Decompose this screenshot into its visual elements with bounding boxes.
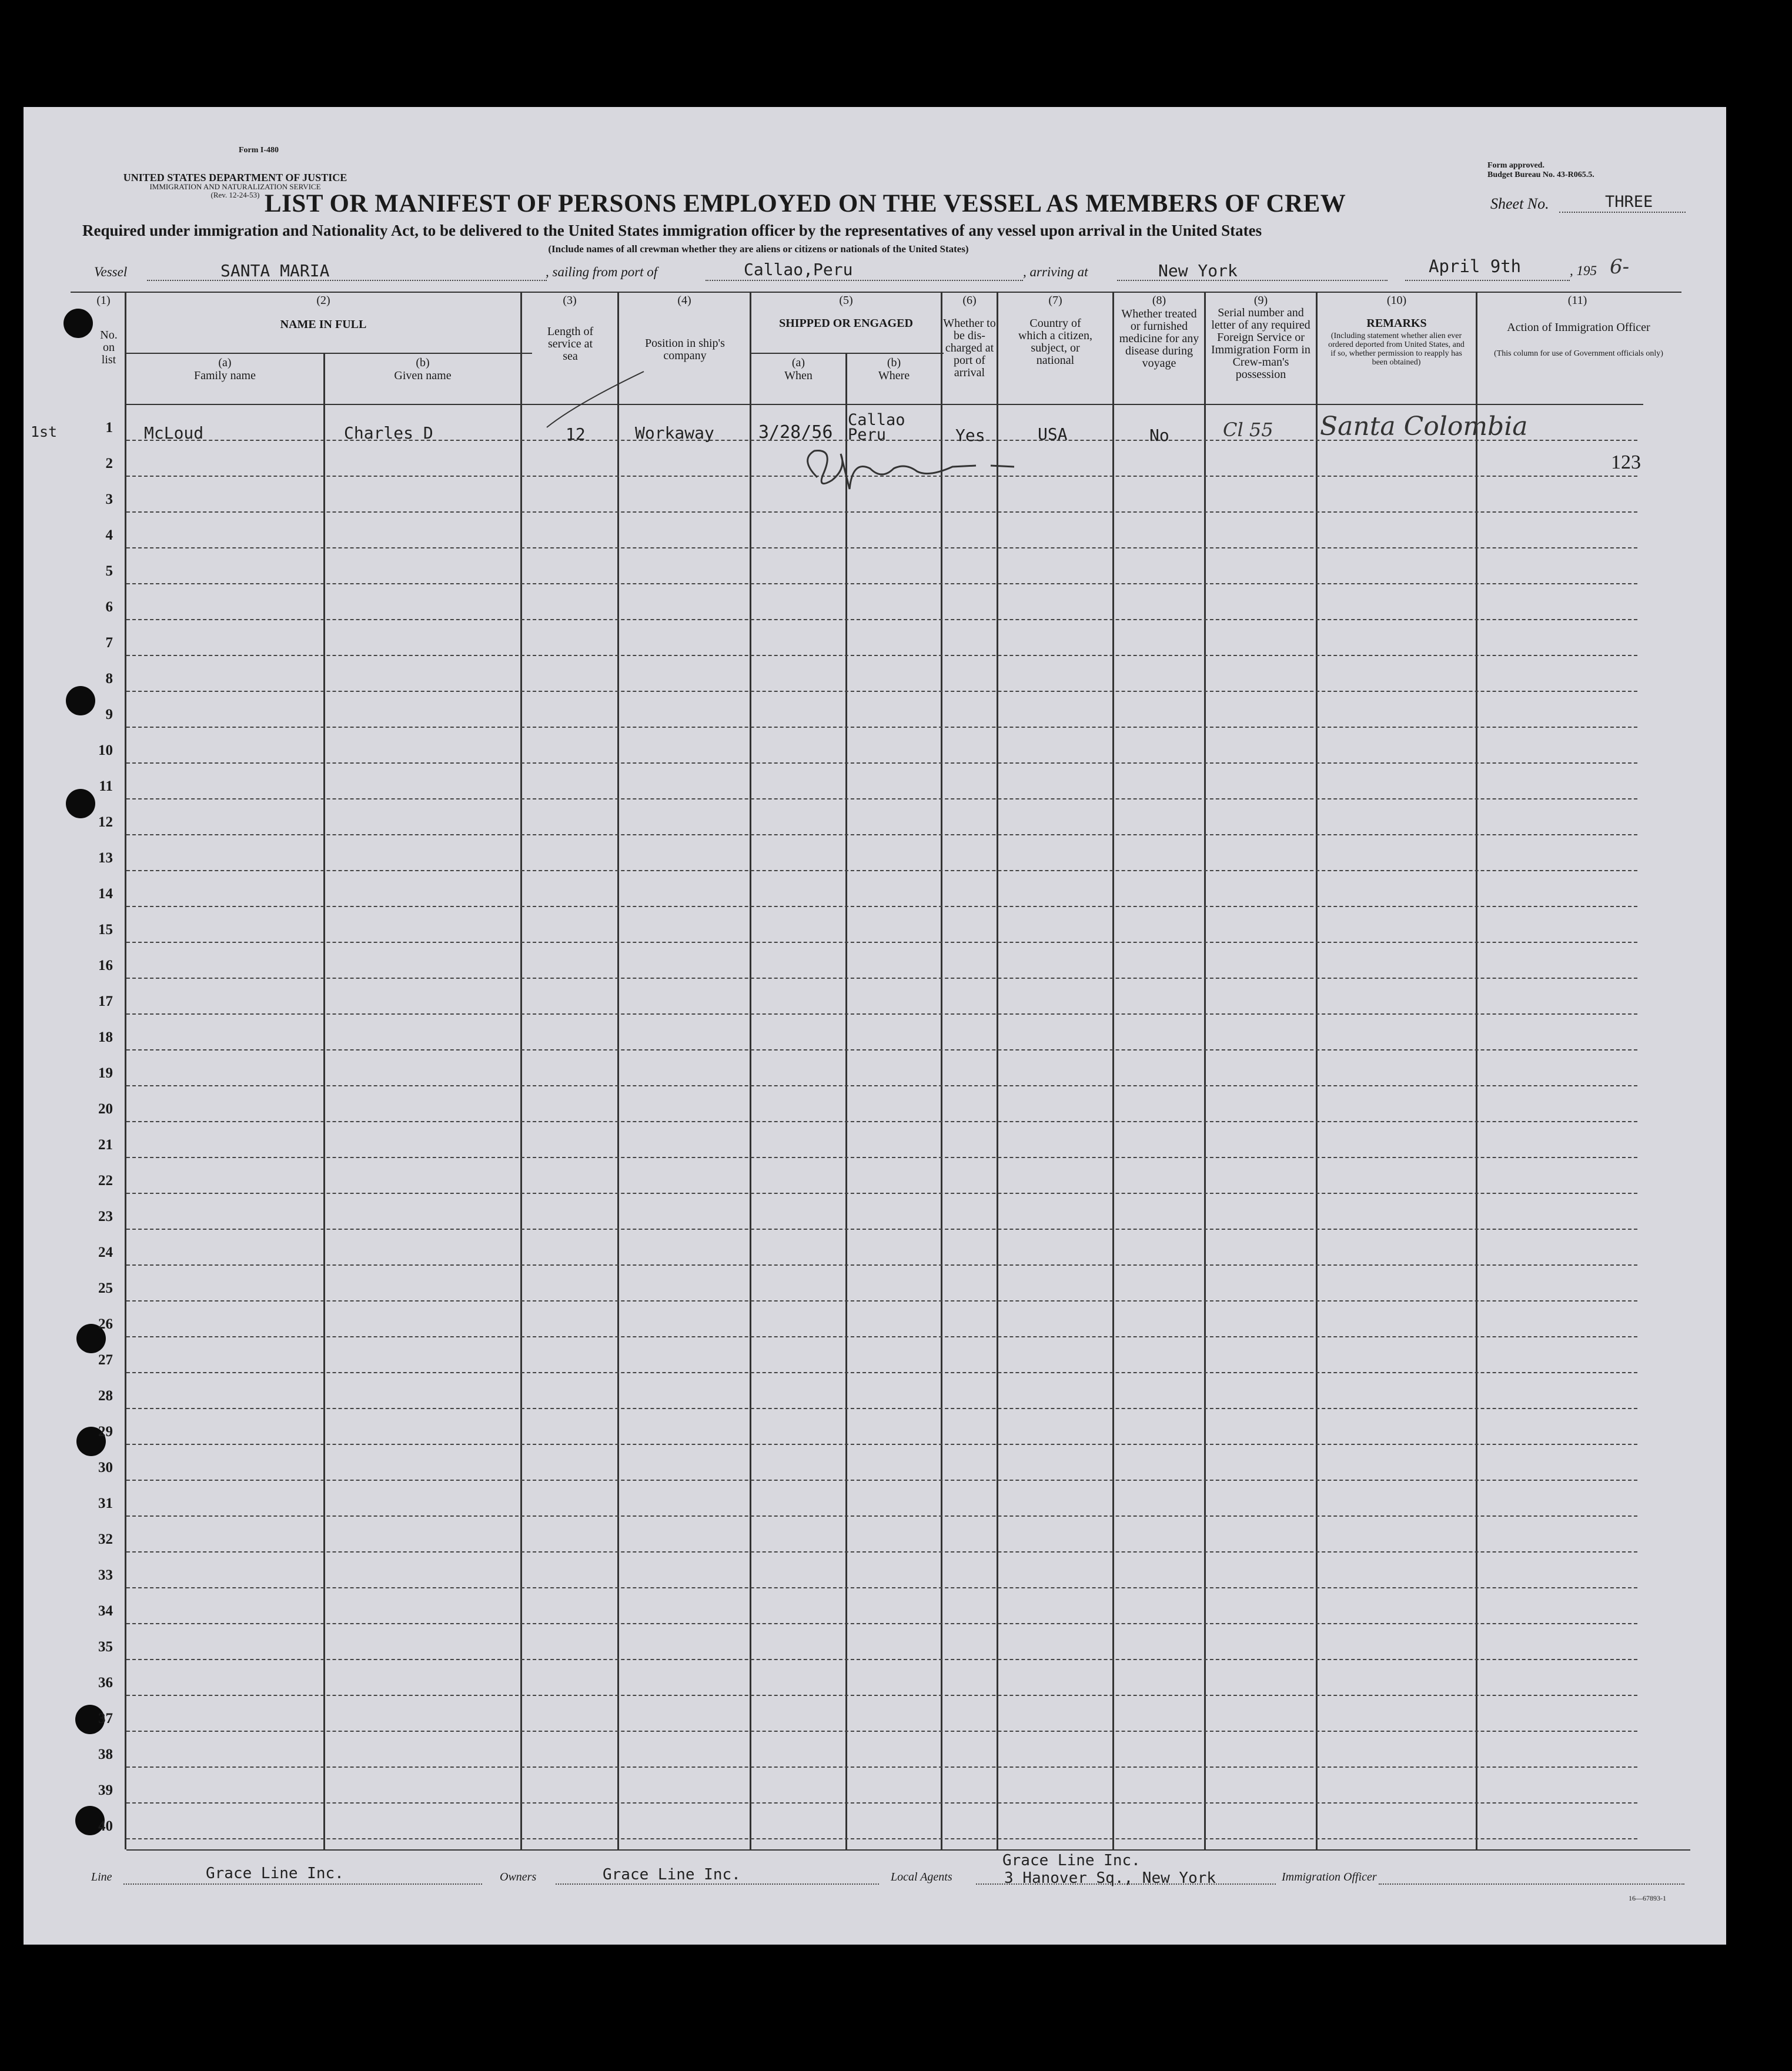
row-number: 2 bbox=[105, 456, 113, 471]
col7-number: (7) bbox=[1048, 294, 1062, 307]
col10-heading: REMARKS bbox=[1366, 317, 1427, 330]
row-number: 18 bbox=[98, 1029, 113, 1045]
col3-heading: Length of service at sea bbox=[547, 325, 594, 363]
row-line bbox=[126, 1695, 1637, 1696]
department: UNITED STATES DEPARTMENT OF JUSTICE bbox=[123, 172, 347, 183]
row-line bbox=[126, 619, 1637, 620]
punch-hole bbox=[63, 309, 93, 338]
col9-number: (9) bbox=[1253, 294, 1268, 307]
row-line bbox=[126, 1336, 1637, 1337]
row-number: 9 bbox=[105, 707, 113, 722]
footer-officer-label: Immigration Officer bbox=[1282, 1871, 1377, 1883]
footer-agents-line2: 3 Hanover Sq., New York bbox=[1004, 1869, 1216, 1887]
row-number: 40 bbox=[98, 1818, 113, 1834]
col2a-number: (a) bbox=[218, 356, 232, 369]
row-number: 22 bbox=[98, 1173, 113, 1189]
row-number: 1 bbox=[105, 420, 113, 436]
approval: Form approved. bbox=[1487, 161, 1544, 170]
row-number: 10 bbox=[98, 742, 113, 758]
service-cell: 12 bbox=[566, 424, 586, 444]
column-divider bbox=[1204, 292, 1206, 1849]
date-underline bbox=[1405, 280, 1570, 281]
row-number: 14 bbox=[98, 886, 113, 902]
row-number: 15 bbox=[98, 922, 113, 938]
row-line bbox=[126, 1766, 1637, 1768]
remarks-cell: Santa Colombia bbox=[1320, 411, 1528, 441]
port-underline bbox=[706, 280, 1023, 281]
row-line bbox=[126, 655, 1637, 656]
col6-heading: Whether to be dis-charged at port of arrival bbox=[943, 317, 996, 379]
column-divider bbox=[1112, 292, 1114, 1849]
column-divider bbox=[520, 292, 522, 1849]
row-number: 31 bbox=[98, 1495, 113, 1511]
arriving-underline bbox=[1117, 280, 1388, 281]
row-number: 32 bbox=[98, 1531, 113, 1547]
row-line bbox=[126, 1372, 1637, 1373]
row-number: 34 bbox=[98, 1603, 113, 1619]
col4-heading: Position in ship's company bbox=[645, 337, 725, 362]
col5b-heading: Where bbox=[878, 369, 910, 382]
col9-heading: Serial number and letter of any required Foreign Service or Immigration Form in Crew-man's possession bbox=[1211, 306, 1310, 381]
col11-number: (11) bbox=[1567, 294, 1587, 307]
column-divider bbox=[845, 353, 847, 1849]
row-line bbox=[126, 1551, 1637, 1553]
initials-signature bbox=[782, 436, 1029, 501]
row-line bbox=[126, 1264, 1637, 1266]
service: IMMIGRATION AND NATURALIZATION SERVICE bbox=[149, 182, 321, 191]
col1-heading: No. on list bbox=[100, 329, 118, 366]
column-divider bbox=[323, 353, 325, 1849]
row-line bbox=[126, 906, 1637, 907]
row-number: 27 bbox=[98, 1352, 113, 1368]
row-line bbox=[126, 1157, 1637, 1158]
year-prefix: , 195 bbox=[1570, 263, 1597, 278]
row-number: 30 bbox=[98, 1460, 113, 1476]
sheet-number: THREE bbox=[1605, 193, 1653, 211]
col6-number: (6) bbox=[962, 294, 977, 307]
row-line bbox=[126, 834, 1637, 835]
discharged-cell: Yes bbox=[955, 426, 985, 445]
row-number: 4 bbox=[105, 527, 113, 543]
row-line bbox=[126, 727, 1637, 728]
footer-line-underline bbox=[123, 1883, 482, 1885]
footer-officer-underline bbox=[1379, 1883, 1684, 1885]
row-line bbox=[126, 1659, 1637, 1660]
row-number: 38 bbox=[98, 1747, 113, 1762]
col5-number: (5) bbox=[839, 294, 853, 307]
column-divider bbox=[617, 292, 619, 1849]
row-line bbox=[126, 870, 1637, 871]
col10-number: (10) bbox=[1386, 294, 1407, 307]
row-line bbox=[126, 583, 1637, 584]
port-value: Callao,Peru bbox=[744, 260, 853, 279]
row-number: 35 bbox=[98, 1639, 113, 1655]
row-number: 23 bbox=[98, 1209, 113, 1224]
family-name-cell: McLoud bbox=[144, 423, 204, 443]
service-strike-mark bbox=[541, 369, 658, 433]
row-line bbox=[126, 762, 1637, 764]
col8-number: (8) bbox=[1152, 294, 1166, 307]
footer-line-label: Line bbox=[91, 1871, 112, 1883]
table-bottom-border bbox=[126, 1849, 1690, 1851]
arrival-date: April 9th bbox=[1429, 256, 1522, 276]
col4-number: (4) bbox=[677, 294, 691, 307]
row-number: 3 bbox=[105, 491, 113, 507]
col11-heading: Action of Immigration Officer bbox=[1507, 321, 1650, 334]
col11-note: (This column for use of Government officials only) bbox=[1494, 349, 1663, 358]
vessel-label: Vessel bbox=[94, 265, 128, 279]
row-line bbox=[126, 1300, 1637, 1302]
subtitle: Required under immigration and Nationality Act, to be delivered to the United States immigration officer by the representatives of any vessel upon arrival in the United States bbox=[82, 222, 1262, 239]
col2-heading: NAME IN FULL bbox=[280, 318, 367, 331]
port-label: , sailing from port of bbox=[546, 265, 658, 279]
footer-owners-label: Owners bbox=[500, 1871, 537, 1883]
row-line bbox=[126, 1049, 1637, 1050]
row-line bbox=[126, 1802, 1637, 1804]
row-number: 25 bbox=[98, 1280, 113, 1296]
row-number: 26 bbox=[98, 1316, 113, 1332]
row-number: 33 bbox=[98, 1567, 113, 1583]
column-divider bbox=[1316, 292, 1318, 1849]
sheet-label: Sheet No. bbox=[1490, 195, 1549, 212]
col5-heading: SHIPPED OR ENGAGED bbox=[779, 317, 913, 330]
first-row-mark: 1st bbox=[31, 423, 58, 440]
when-cell: 3/28/56 bbox=[758, 422, 833, 443]
col3-number: (3) bbox=[563, 294, 577, 307]
given-name-cell: Charles D bbox=[344, 423, 433, 443]
column-divider bbox=[125, 292, 126, 1849]
row-number: 19 bbox=[98, 1065, 113, 1081]
name-subheader-divider bbox=[126, 353, 532, 354]
serial-cell: Cl 55 bbox=[1223, 419, 1273, 441]
row-line bbox=[126, 1480, 1637, 1481]
arriving-value: New York bbox=[1158, 261, 1238, 280]
row-line bbox=[126, 1229, 1637, 1230]
row-number: 17 bbox=[98, 993, 113, 1009]
row-line bbox=[126, 798, 1637, 799]
footer-agents-line1: Grace Line Inc. bbox=[1002, 1852, 1141, 1869]
revision: (Rev. 12-24-53) bbox=[210, 190, 260, 199]
budget-number: Budget Bureau No. 43-R065.5. bbox=[1487, 170, 1594, 179]
arriving-label: , arriving at bbox=[1023, 265, 1088, 279]
column-divider bbox=[1476, 292, 1477, 1849]
column-divider bbox=[750, 292, 751, 1849]
row-number: 12 bbox=[98, 814, 113, 830]
column-divider bbox=[941, 292, 942, 1849]
col2a-heading: Family name bbox=[194, 369, 256, 382]
form-code: 16—67893-1 bbox=[1629, 1894, 1666, 1902]
col2b-heading: Given name bbox=[394, 369, 452, 382]
col2-number: (2) bbox=[316, 294, 330, 307]
row-number: 28 bbox=[98, 1388, 113, 1404]
row-line bbox=[126, 1515, 1637, 1517]
country-cell: USA bbox=[1038, 424, 1068, 444]
col10-note: (Including statement whether alien ever ordered deported from United States, and if so, whether permission to reapply has been obtained) bbox=[1328, 332, 1465, 367]
subnote: (Include names of all crewman whether they are aliens or citizens or nationals of the United States) bbox=[548, 243, 969, 255]
row-line bbox=[126, 691, 1637, 692]
col2b-number: (b) bbox=[416, 356, 430, 369]
row-number: 24 bbox=[98, 1244, 113, 1260]
row-number: 6 bbox=[105, 599, 113, 615]
table-top-border bbox=[71, 292, 1681, 293]
header-divider bbox=[126, 404, 1643, 405]
row-line bbox=[126, 1623, 1637, 1624]
column-divider bbox=[997, 292, 998, 1849]
sheet-underline bbox=[1559, 212, 1686, 213]
position-cell: Workaway bbox=[635, 423, 714, 443]
row-number: 13 bbox=[98, 850, 113, 866]
page-title: LIST OR MANIFEST OF PERSONS EMPLOYED ON THE VESSEL AS MEMBERS OF CREW bbox=[265, 190, 1346, 218]
row-number: 5 bbox=[105, 563, 113, 579]
vessel-name: SANTA MARIA bbox=[220, 261, 330, 280]
row-line bbox=[126, 1121, 1637, 1122]
row-number: 29 bbox=[98, 1424, 113, 1440]
row-number: 36 bbox=[98, 1675, 113, 1691]
where-cell-line1: Callao bbox=[848, 411, 905, 429]
officer-number: 123 bbox=[1611, 451, 1641, 473]
row-number: 11 bbox=[99, 778, 113, 794]
row-line bbox=[126, 1408, 1637, 1409]
form-number: Form I-480 bbox=[238, 146, 279, 155]
col5a-number: (a) bbox=[791, 356, 805, 369]
where-cell-line2: Peru bbox=[848, 426, 887, 444]
row-number: 39 bbox=[98, 1782, 113, 1798]
col1-number: (1) bbox=[96, 294, 111, 307]
footer-owners-value: Grace Line Inc. bbox=[603, 1866, 741, 1883]
row-line bbox=[126, 511, 1637, 513]
row-line bbox=[126, 547, 1637, 548]
row-line bbox=[126, 1838, 1637, 1839]
row-line bbox=[126, 978, 1637, 979]
row-line bbox=[126, 1085, 1637, 1086]
row-line bbox=[126, 1193, 1637, 1194]
col5b-number: (b) bbox=[887, 356, 901, 369]
row-line bbox=[126, 1731, 1637, 1732]
footer-agents-label: Local Agents bbox=[891, 1871, 952, 1883]
row-number: 16 bbox=[98, 958, 113, 973]
row-line bbox=[126, 1013, 1637, 1015]
footer-line-value: Grace Line Inc. bbox=[206, 1865, 344, 1882]
row-number: 37 bbox=[98, 1711, 113, 1727]
row-number: 20 bbox=[98, 1101, 113, 1117]
row-number: 7 bbox=[105, 635, 113, 651]
medicine-cell: No bbox=[1149, 426, 1169, 445]
footer-owners-underline bbox=[556, 1883, 879, 1885]
year-digit: 6- bbox=[1610, 255, 1630, 279]
col8-heading: Whether treated or furnished medicine for any disease during voyage bbox=[1119, 307, 1199, 370]
row-line bbox=[126, 1587, 1637, 1588]
row-number: 21 bbox=[98, 1137, 113, 1153]
vessel-underline bbox=[147, 280, 547, 281]
manifest-page bbox=[24, 107, 1726, 1945]
col5a-heading: When bbox=[784, 369, 813, 382]
row-line bbox=[126, 942, 1637, 943]
row-number: 8 bbox=[105, 671, 113, 687]
col7-heading: Country of which a citizen, subject, or national bbox=[1018, 317, 1093, 367]
row-line bbox=[126, 1444, 1637, 1445]
